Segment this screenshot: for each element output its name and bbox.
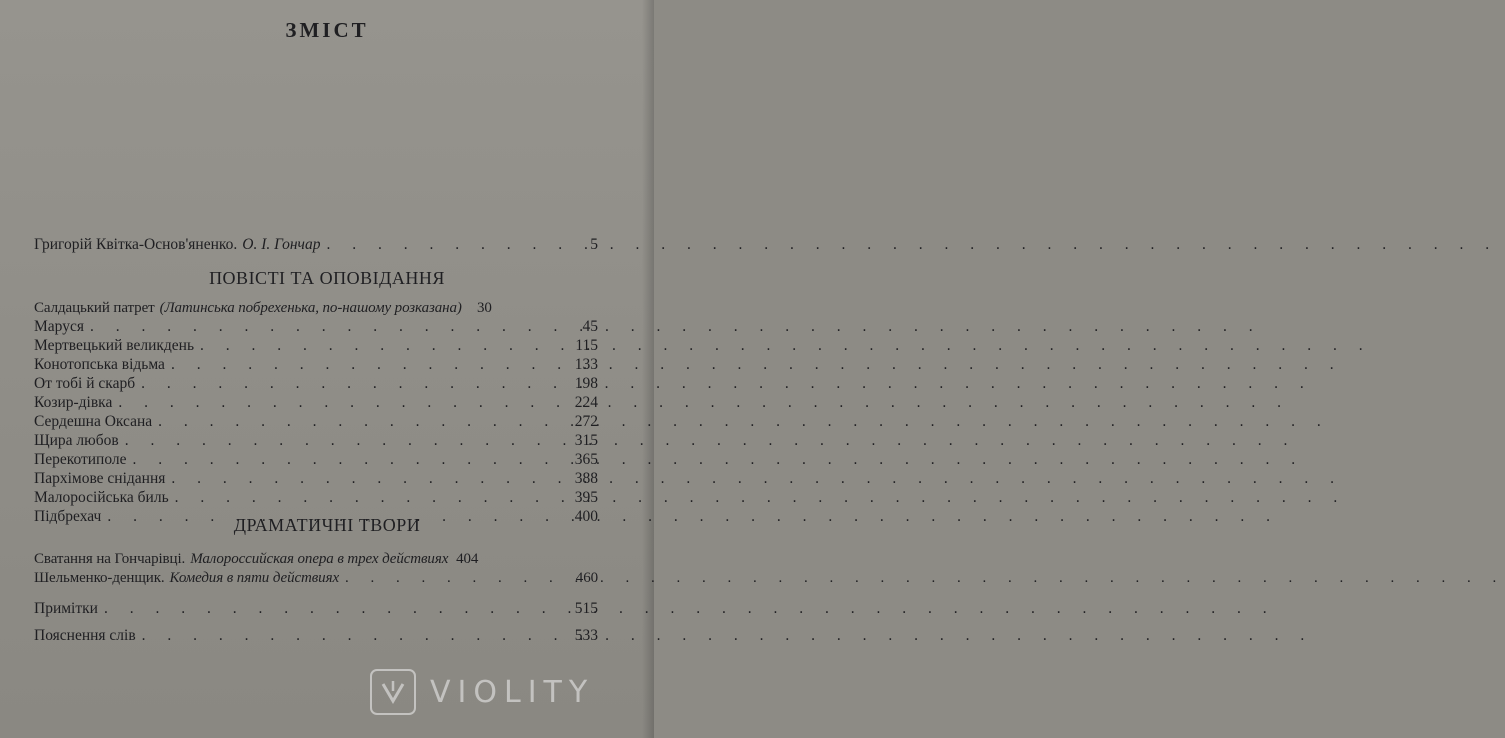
leader-dots (165, 470, 568, 488)
book-page (0, 0, 654, 738)
entry-title: От тобі й скарб (34, 375, 136, 392)
entry-title: Пархімове снідання (34, 470, 166, 487)
entry-page: 460 (575, 570, 598, 586)
toc-entry (34, 375, 598, 393)
leader-dots (169, 489, 568, 507)
entry-title: Підбрехач (34, 508, 102, 525)
toc-entry (34, 489, 598, 507)
entry-subtitle: О. І. Гончар (242, 236, 321, 253)
entry-subtitle: Комедия в пяти действиях (169, 570, 340, 586)
entry-page: 400 (574, 508, 598, 525)
entry-page: 5 (590, 236, 598, 253)
entry-page: 533 (574, 627, 598, 644)
entry-page: 315 (574, 432, 598, 449)
entry-page: 224 (574, 394, 598, 411)
entry-page: 272 (574, 413, 598, 430)
entry-title: Сватання на Гончарівці. (34, 551, 186, 567)
entry-title: Малоросійська биль (34, 489, 169, 506)
leader-dots (136, 627, 568, 645)
toc-entry (34, 356, 598, 374)
leader-dots (84, 318, 568, 336)
toc-entry (34, 569, 598, 587)
leader-dots (112, 394, 568, 412)
leader-dots (194, 337, 568, 355)
entry-title: Шельменко-денщик. (34, 570, 165, 586)
entry-subtitle: Малороссийская опера в трех действиях (190, 551, 449, 567)
violity-logo-icon (370, 669, 416, 715)
section-heading-stories: ПОВІСТІ ТА ОПОВІДАННЯ (209, 268, 445, 288)
entry-page: 30 (476, 300, 492, 316)
toc-entry (34, 600, 598, 618)
leader-dots (135, 375, 568, 393)
leader-dots (152, 413, 568, 431)
toc-entry (34, 299, 598, 317)
entry-title: Пояснення слів (34, 627, 136, 644)
entry-page: 395 (574, 489, 598, 506)
entry-page: 133 (574, 356, 598, 373)
entry-title: Конотопська відьма (34, 356, 165, 373)
watermark-text: VIOLITY (430, 674, 595, 710)
leader-dots (119, 432, 568, 450)
entry-page: 198 (574, 375, 598, 392)
section-heading-drama: ДРАМАТИЧНІ ТВОРИ (233, 515, 421, 535)
leader-dots (320, 236, 568, 254)
toc-entry (34, 432, 598, 450)
toc-entry (34, 413, 598, 431)
leader-dots (165, 356, 568, 374)
entry-page: 404 (456, 551, 479, 567)
toc-entry-intro (34, 236, 598, 254)
toc-entry (34, 337, 598, 355)
entry-page: 515 (574, 600, 598, 617)
leader-dots (127, 451, 568, 469)
entry-title: Маруся (34, 318, 84, 335)
entry-page: 45 (582, 318, 598, 335)
toc-entry (34, 627, 598, 645)
watermark (370, 664, 640, 720)
toc-entry (34, 470, 598, 488)
entry-title: Перекотиполе (34, 451, 127, 468)
leader-dots (339, 569, 568, 587)
toc-entry (34, 394, 598, 412)
entry-title: Сердешна Оксана (34, 413, 153, 430)
leader-dots (98, 600, 568, 618)
entry-page: 365 (574, 451, 598, 468)
toc-entry (34, 550, 598, 568)
entry-title: Примітки (34, 600, 98, 617)
toc-entry (34, 451, 598, 469)
entry-title: Щира любов (34, 432, 119, 449)
entry-page: 388 (574, 470, 598, 487)
entry-subtitle: (Латинська побрехенька, по-нашому розказана) (159, 300, 462, 316)
entry-title: Козир-дівка (34, 394, 113, 411)
entry-page: 115 (575, 337, 598, 354)
toc-entry (34, 318, 598, 336)
entry-title: Салдацький патрет (34, 300, 155, 316)
entry-title: Мертвецький великдень (34, 337, 195, 354)
contents-heading: ЗМІСТ (285, 18, 369, 42)
entry-title: Григорій Квітка-Основ'яненко. (34, 236, 238, 253)
